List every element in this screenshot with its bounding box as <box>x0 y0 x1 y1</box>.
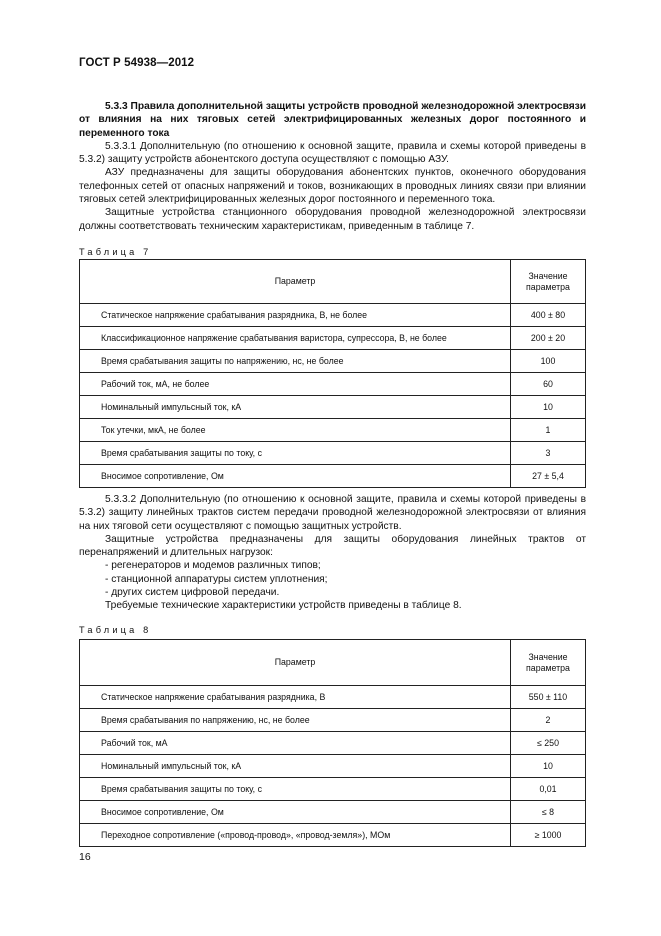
table-row <box>80 465 586 488</box>
table-row <box>80 419 586 442</box>
paragraph: Защитные устройства станционного оборудования проводной железнодорожной электросвязи должны соответствовать техническим характеристикам, приведенным в таблице 7. <box>79 207 586 232</box>
section-heading: 5.3.3 Правила дополнительной защиты устройств проводной железнодорожной электросвязи от влияния на них тяговых сетей электрифицированных железных дорог постоянного и переменного тока <box>79 101 586 139</box>
value-cell: 400 ± 80 <box>511 304 586 327</box>
value-cell: 10 <box>511 396 586 419</box>
header-value-line: Значение <box>528 270 568 281</box>
value-cell: 1 <box>511 419 586 442</box>
value-cell: 60 <box>511 373 586 396</box>
table-header-row <box>80 640 586 686</box>
table-row <box>80 350 586 373</box>
table-row <box>80 801 586 824</box>
table-row <box>80 686 586 709</box>
list-item: - станционной аппаратуры систем уплотнения; <box>105 573 328 585</box>
param-cell: Время срабатывания защиты по току, с <box>80 778 511 801</box>
standard-header: ГОСТ Р 54938—2012 <box>79 57 195 69</box>
param-cell: Номинальный импульсный ток, кА <box>80 755 511 778</box>
table-row <box>80 732 586 755</box>
value-cell: 27 ± 5,4 <box>511 465 586 488</box>
column-header-param: Параметр <box>80 640 511 686</box>
section-5-3-3-2 <box>79 493 586 613</box>
value-cell: 10 <box>511 755 586 778</box>
param-cell: Вносимое сопротивление, Ом <box>80 465 511 488</box>
paragraph: Защитные устройства предназначены для защиты оборудования линейных трактов от перенапряжений и длительных нагрузок: <box>79 533 586 559</box>
param-cell: Номинальный импульсный ток, кА <box>80 396 511 419</box>
value-cell: 100 <box>511 350 586 373</box>
value-cell: 0,01 <box>511 778 586 801</box>
list-item: - регенераторов и модемов различных типов; <box>105 560 321 572</box>
header-value-line: параметра <box>526 662 570 673</box>
paragraph: АЗУ предназначены для защиты оборудования абонентских пунктов, оконечного оборудования телефонных сетей от опасных напряжений и токов, возникающих в проводных линиях связи при влиянии тяговых сетей электрифицированных железных дорог постоянного и переменного тока. <box>79 167 586 206</box>
column-header-param: Параметр <box>80 260 511 304</box>
header-value-line: параметра <box>526 281 570 292</box>
table-header-row <box>80 260 586 304</box>
table-row <box>80 755 586 778</box>
value-cell: ≤ 250 <box>511 732 586 755</box>
param-cell: Классификационное напряжение срабатывания варистора, супрессора, В, не более <box>80 327 511 350</box>
paragraph: 5.3.3.2 Дополнительную (по отношению к основной защите, правила и схемы которой приведены в 5.3.2) защиту линейных трактов систем передачи проводной железнодорожной электросвязи от влияния на них тяговой сети осуществляют с помощью защитных устройств. <box>79 494 586 532</box>
table-row <box>80 709 586 732</box>
table-row <box>80 442 586 465</box>
section-5-3-3 <box>79 100 586 233</box>
table-8 <box>79 639 586 847</box>
param-cell: Ток утечки, мкА, не более <box>80 419 511 442</box>
header-value-line: Значение <box>528 651 568 662</box>
table-row <box>80 304 586 327</box>
paragraph: 5.3.3.1 Дополнительную (по отношению к основной защите, правила и схемы которой приведены в 5.3.2) защиту устройств абонентского доступа осуществляют с помощью АЗУ. <box>79 140 586 166</box>
value-cell: 200 ± 20 <box>511 327 586 350</box>
table-8-caption: Таблица 8 <box>79 625 152 635</box>
param-cell: Время срабатывания защиты по току, с <box>80 442 511 465</box>
param-cell: Вносимое сопротивление, Ом <box>80 801 511 824</box>
value-cell: ≥ 1000 <box>511 824 586 847</box>
value-cell: 3 <box>511 442 586 465</box>
list-item: - других систем цифровой передачи. <box>105 587 280 599</box>
table-row <box>80 327 586 350</box>
param-cell: Время срабатывания по напряжению, нс, не более <box>80 709 511 732</box>
table-row <box>80 373 586 396</box>
value-cell: ≤ 8 <box>511 801 586 824</box>
param-cell: Переходное сопротивление («провод-провод», «провод-земля»), МОм <box>80 824 511 847</box>
param-cell: Время срабатывания защиты по напряжению, нс, не более <box>80 350 511 373</box>
table-7 <box>79 259 586 488</box>
table-7-caption: Таблица 7 <box>79 247 152 257</box>
param-cell: Рабочий ток, мА <box>80 732 511 755</box>
value-cell: 2 <box>511 709 586 732</box>
column-header-value <box>511 260 586 304</box>
param-cell: Статическое напряжение срабатывания разрядника, В <box>80 686 511 709</box>
value-cell: 550 ± 110 <box>511 686 586 709</box>
page-number: 16 <box>79 851 91 863</box>
table-row <box>80 824 586 847</box>
table-row <box>80 396 586 419</box>
paragraph: Требуемые технические характеристики устройств приведены в таблице 8. <box>105 600 462 612</box>
param-cell: Рабочий ток, мА, не более <box>80 373 511 396</box>
param-cell: Статическое напряжение срабатывания разрядника, В, не более <box>80 304 511 327</box>
table-row <box>80 778 586 801</box>
column-header-value <box>511 640 586 686</box>
